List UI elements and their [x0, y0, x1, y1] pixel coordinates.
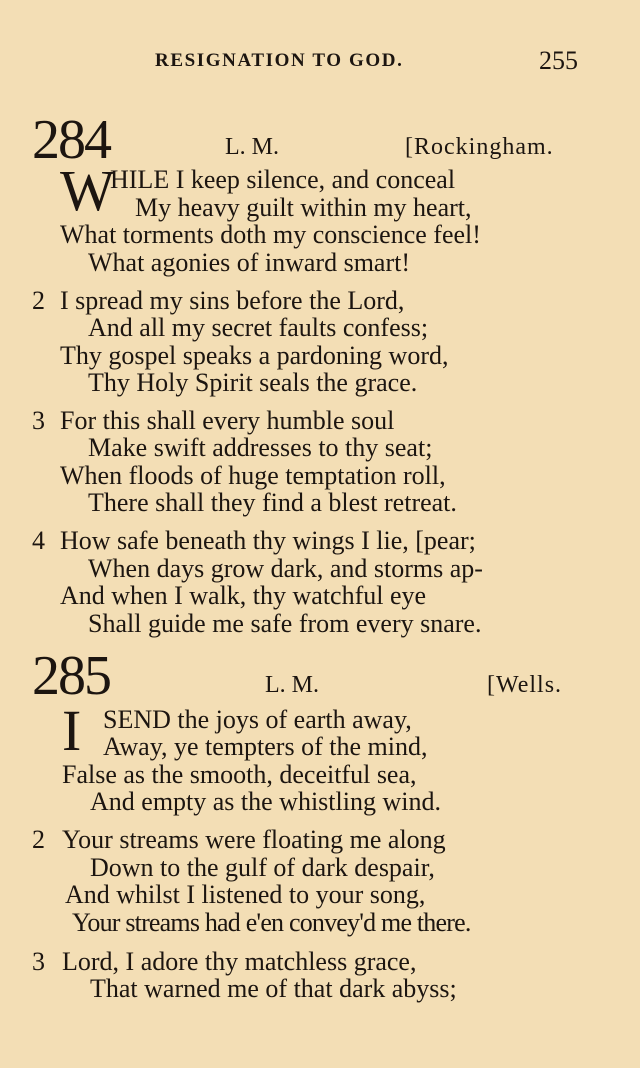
verse-line: My heavy guilt within my heart, — [135, 193, 472, 222]
hymn-number: 285 — [32, 645, 110, 707]
verse-line: When floods of huge temptation roll, — [60, 461, 446, 490]
hymn-tune: [Rockingham. — [405, 134, 554, 160]
verse-line: False as the smooth, deceitful sea, — [62, 760, 417, 789]
verse-line: That warned me of that dark abyss; — [90, 974, 457, 1003]
page-number: 255 — [539, 46, 578, 75]
verse-line: And all my secret faults confess; — [88, 313, 429, 342]
hymn-heading — [0, 645, 640, 708]
stanza-number: 2 — [32, 286, 45, 315]
hymn-meter: L. M. — [225, 134, 279, 160]
hymn-number: 284 — [32, 109, 110, 171]
running-title: RESIGNATION TO GOD. — [155, 50, 404, 71]
verse-line: Lord, I adore thy matchless grace, — [62, 947, 417, 976]
verse-line: What torments doth my conscience feel! — [60, 220, 481, 249]
verse-line: And whilst I listened to your song, — [65, 880, 426, 909]
verse-line: And empty as the whistling wind. — [90, 787, 441, 816]
verse-line: What agonies of inward smart! — [88, 248, 411, 277]
stanza-number: 3 — [32, 947, 45, 976]
stanza-number: 2 — [32, 825, 45, 854]
verse-line: When days grow dark, and storms ap- — [88, 554, 483, 583]
stanza-number: 3 — [32, 406, 45, 435]
verse-line: Down to the gulf of dark despair, — [90, 853, 435, 882]
verse-line: Away, ye tempters of the mind, — [103, 732, 428, 761]
stanza-number: 4 — [32, 526, 45, 555]
verse-line: I spread my sins before the Lord, — [60, 286, 405, 315]
verse-line: Thy Holy Spirit seals the grace. — [88, 368, 418, 397]
verse-line: HILE I keep silence, and conceal — [110, 165, 456, 194]
drop-cap: I — [62, 698, 82, 763]
verse-line: Make swift addresses to thy seat; — [88, 433, 433, 462]
verse-line: SEND the joys of earth away, — [103, 705, 412, 734]
verse-line: Shall guide me safe from every snare. — [88, 609, 482, 638]
verse-line: Your streams had e'en convey'd me there. — [72, 908, 471, 937]
verse-line: Thy gospel speaks a pardoning word, — [60, 341, 449, 370]
drop-cap: W — [60, 158, 115, 223]
verse-line: For this shall every humble soul — [60, 406, 395, 435]
page-header — [0, 46, 640, 80]
verse-line: Your streams were floating me along — [62, 825, 446, 854]
verse-line: And when I walk, thy watchful eye — [60, 581, 427, 610]
hymn-tune: [Wells. — [487, 672, 563, 698]
verse-line: How safe beneath thy wings I lie, [pear; — [60, 526, 476, 555]
hymn-meter: L. M. — [265, 672, 319, 698]
verse-line: There shall they find a blest retreat. — [88, 488, 457, 517]
